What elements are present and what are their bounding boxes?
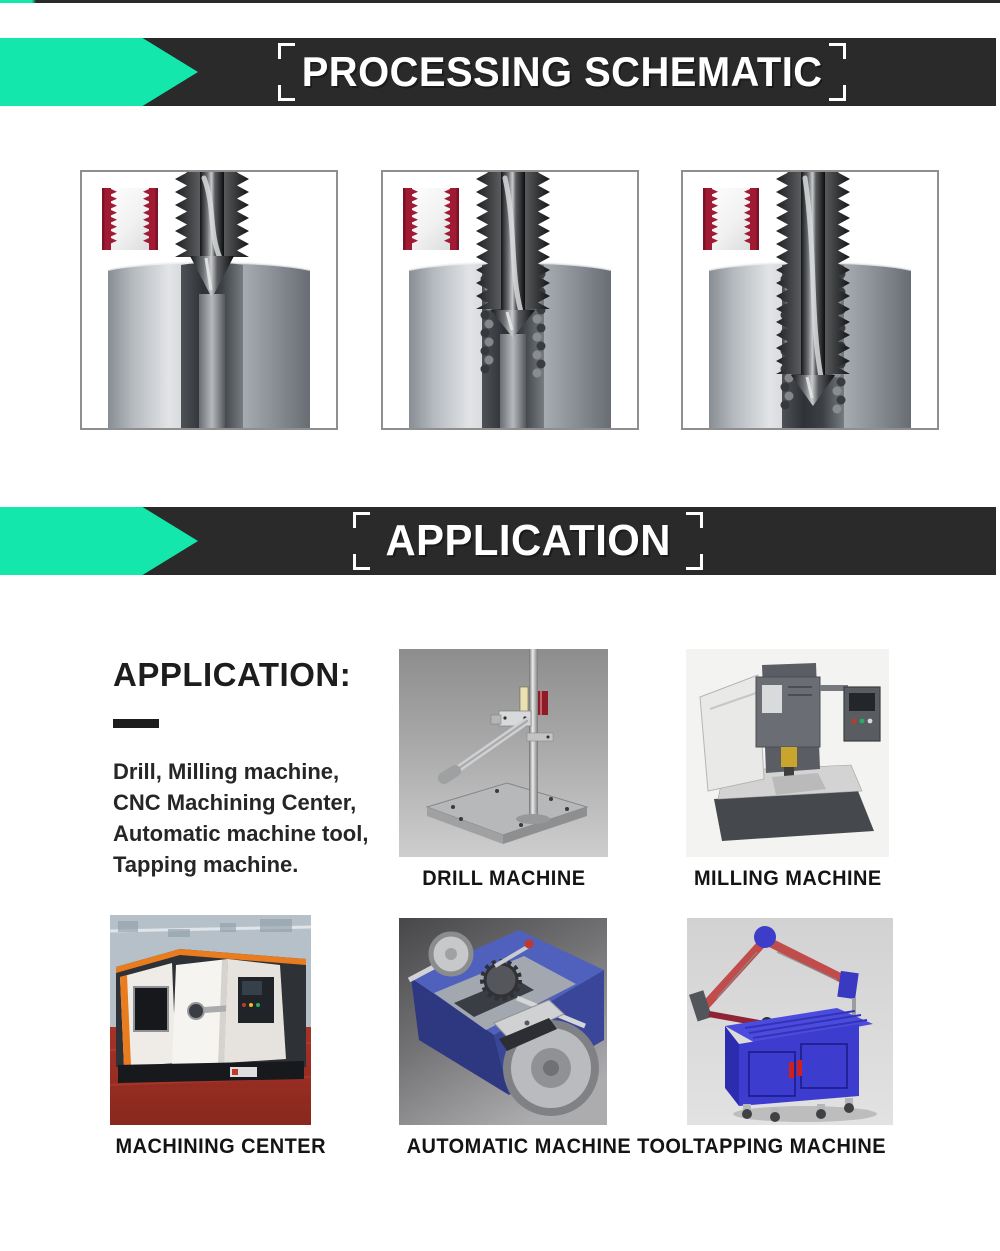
drill-machine-image [399,649,608,857]
bracket-corner-icon [829,43,846,59]
thread-profile-icon [703,188,759,250]
bracket-corner-icon [353,512,370,528]
automatic-machine-tool-figure [399,918,695,1159]
milling-machine-figure [686,649,889,891]
schematic-image-stage-2 [381,170,639,430]
bracket-corner-icon [829,85,846,101]
machining-center-figure [110,915,326,1159]
section-title-application: APPLICATION [385,516,671,565]
description-line: Automatic machine tool, [113,821,369,846]
bracket-corner-icon [278,43,295,59]
thread-profile-icon [102,188,158,250]
milling-machine-illustration [686,649,889,857]
bracket-corner-icon [353,554,370,570]
processing-schematic-banner [0,38,996,106]
bracket-corner-icon [686,554,703,570]
banner-title-frame [278,43,846,101]
machine-caption: MILLING MACHINE [693,867,882,890]
tapping-machine-figure [687,918,893,1159]
section-title-processing: PROCESSING SCHEMATIC [301,48,823,95]
machining-center-image [110,915,311,1125]
application-heading: APPLICATION: [113,656,352,693]
green-arrow-shape [0,38,198,106]
bracket-corner-icon [278,85,295,101]
drill-machine-illustration [399,649,608,857]
machine-caption: DRILL MACHINE [421,867,586,890]
application-intro [113,656,403,880]
machining-center-illustration [110,915,311,1125]
tapping-machine-image [687,918,893,1125]
bracket-corner-icon [686,512,703,528]
heading-underline [113,719,159,728]
automatic-machine-tool-illustration [399,918,607,1125]
description-line: Drill, Milling machine, [113,759,340,784]
application-description [113,756,403,880]
schematic-image-stage-3 [681,170,939,430]
previous-section-edge [0,0,1000,3]
milling-machine-image [686,649,889,857]
description-line: CNC Machining Center, [113,790,357,815]
banner-title-frame [353,512,703,570]
application-banner [0,507,996,575]
description-line: Tapping machine. [113,852,299,877]
schematic-image-stage-1 [80,170,338,430]
thread-profile-icon [403,188,459,250]
tapping-machine-illustration [687,918,893,1125]
machine-caption: MACHINING CENTER [115,1135,326,1158]
green-arrow-shape [0,507,198,575]
automatic-machine-tool-image [399,918,607,1125]
drill-machine-figure [399,649,608,891]
machine-caption: TAPPING MACHINE [693,1135,887,1158]
machine-caption: AUTOMATIC MACHINE TOOL [406,1135,695,1158]
